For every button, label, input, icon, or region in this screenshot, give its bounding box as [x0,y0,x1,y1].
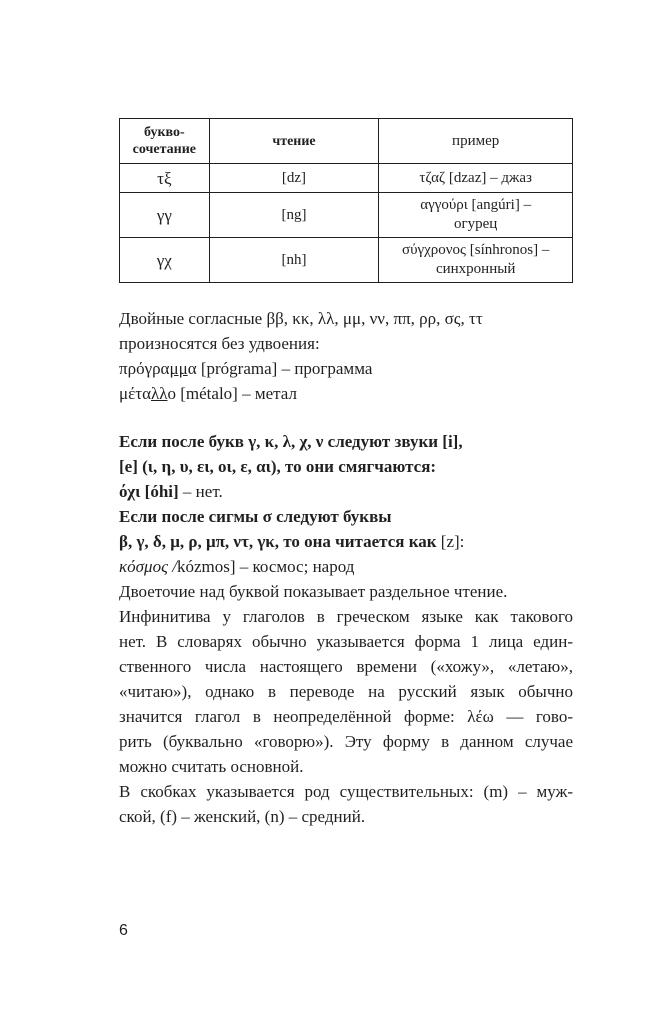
rule-line: Если после букв γ, κ, λ, χ, ν следуют звуки [i], [119,432,463,451]
rule-line: [e] (ι, η, υ, ει, οι, ε, αι), то они смягчаются: [119,457,437,476]
header-reading: чтение [209,119,379,164]
paragraph-line: произносятся без удвоения: [119,334,320,353]
paragraph-line: Двойные согласные ββ, κκ, λλ, μμ, νν, ππ, ρρ, σς, ττ [119,309,483,328]
cell-reading: [dz] [209,164,379,193]
paragraph-line: рить (буквально «говорю»). Эту форму в данном случае [119,732,573,751]
paragraph-line: значится глагол в неопределённой форме: λέω — гово- [119,707,573,726]
paragraph-line: ственного числа настоящего времени («хожу», «летаю», [119,657,573,676]
softening-rules-section [119,429,573,829]
page-number: 6 [119,922,128,939]
cell-example: τζαζ [dzaz] – джаз [379,164,573,193]
example-line: κόσμος /kózmos] – космос; народ [119,557,355,576]
paragraph-line: Инфинитива у глаголов в греческом языке как такового [119,607,573,626]
header-example: пример [379,119,573,164]
header-combination: букво- сочетание [120,119,210,164]
example-line: όχι [óhi] – нет. [119,482,223,501]
cell-reading: [ng] [209,193,379,238]
paragraph-line: можно считать основной. [119,757,304,776]
cell-letters: γχ [120,238,210,283]
paragraph-line: ской, (f) – женский, (n) – средний. [119,807,366,826]
paragraph-line: В скобках указывается род существительных: (m) – муж- [119,782,573,801]
rule-line: Если после сигмы σ следуют буквы [119,507,392,526]
cell-letters: τξ [120,164,210,193]
letter-combination-table [119,118,573,283]
cell-example: σύγχρονος [sínhronos] – синхронный [379,238,573,283]
cell-example: αγγούρι [angúri] – огурец [379,193,573,238]
table-row [120,193,573,238]
table-header-row [120,119,573,164]
cell-reading: [nh] [209,238,379,283]
rule-line: β, γ, δ, μ, ρ, μπ, ντ, γκ, то она читается как [z]: [119,532,465,551]
cell-letters: γγ [120,193,210,238]
example-line: μέταλλο [métalo] – метал [119,384,297,403]
double-consonants-section [119,306,573,406]
table-row [120,164,573,193]
example-line: πρόγραμμα [prógrama] – программа [119,359,373,378]
table-row [120,238,573,283]
paragraph-line: «читаю»), однако в переводе на русский язык обычно [119,682,573,701]
paragraph-line: нет. В словарях обычно указывается форма 1 лица един- [119,632,573,651]
paragraph-line: Двоеточие над буквой показывает раздельное чтение. [119,582,508,601]
